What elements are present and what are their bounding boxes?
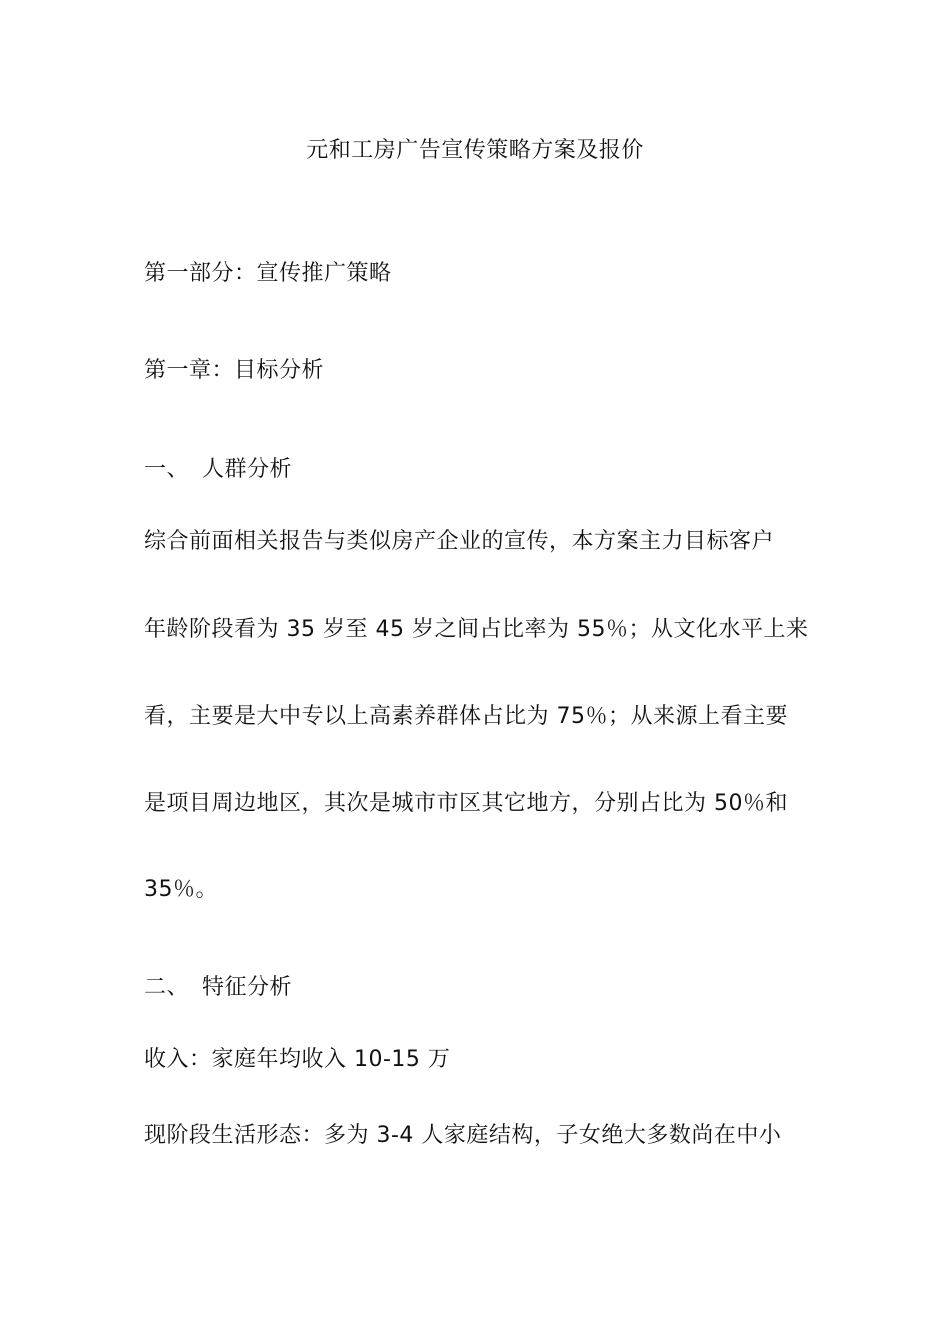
paragraph-line-1: 综合前面相关报告与类似房产企业的宣传，本方案主力目标客户 bbox=[144, 529, 775, 554]
section-number-1: 一、 bbox=[144, 457, 190, 482]
section-heading-2 bbox=[144, 974, 292, 1002]
paragraph-line-3: 看，主要是大中专以上高素养群体占比为 75％；从来源上看主要 bbox=[144, 704, 788, 729]
section-title-2: 特征分析 bbox=[202, 975, 293, 1000]
section-number-2: 二、 bbox=[144, 975, 190, 1000]
paragraph-line-5: 35％。 bbox=[144, 877, 218, 902]
lifestyle-line: 现阶段生活形态：多为 3-4 人家庭结构，子女绝大多数尚在中小 bbox=[144, 1123, 782, 1148]
section-heading-1 bbox=[144, 456, 292, 484]
paragraph-line-4: 是项目周边地区，其次是城市市区其它地方，分别占比为 50％和 bbox=[144, 791, 788, 816]
part-heading: 第一部分：宣传推广策略 bbox=[144, 261, 392, 286]
document-title: 元和工房广告宣传策略方案及报价 bbox=[306, 138, 644, 163]
section-title-1: 人群分析 bbox=[202, 457, 293, 482]
chapter-heading: 第一章：目标分析 bbox=[144, 358, 325, 383]
paragraph-line-2: 年龄阶段看为 35 岁至 45 岁之间占比率为 55％；从文化水平上来 bbox=[144, 617, 809, 642]
income-line: 收入：家庭年均收入 10-15 万 bbox=[144, 1047, 451, 1072]
